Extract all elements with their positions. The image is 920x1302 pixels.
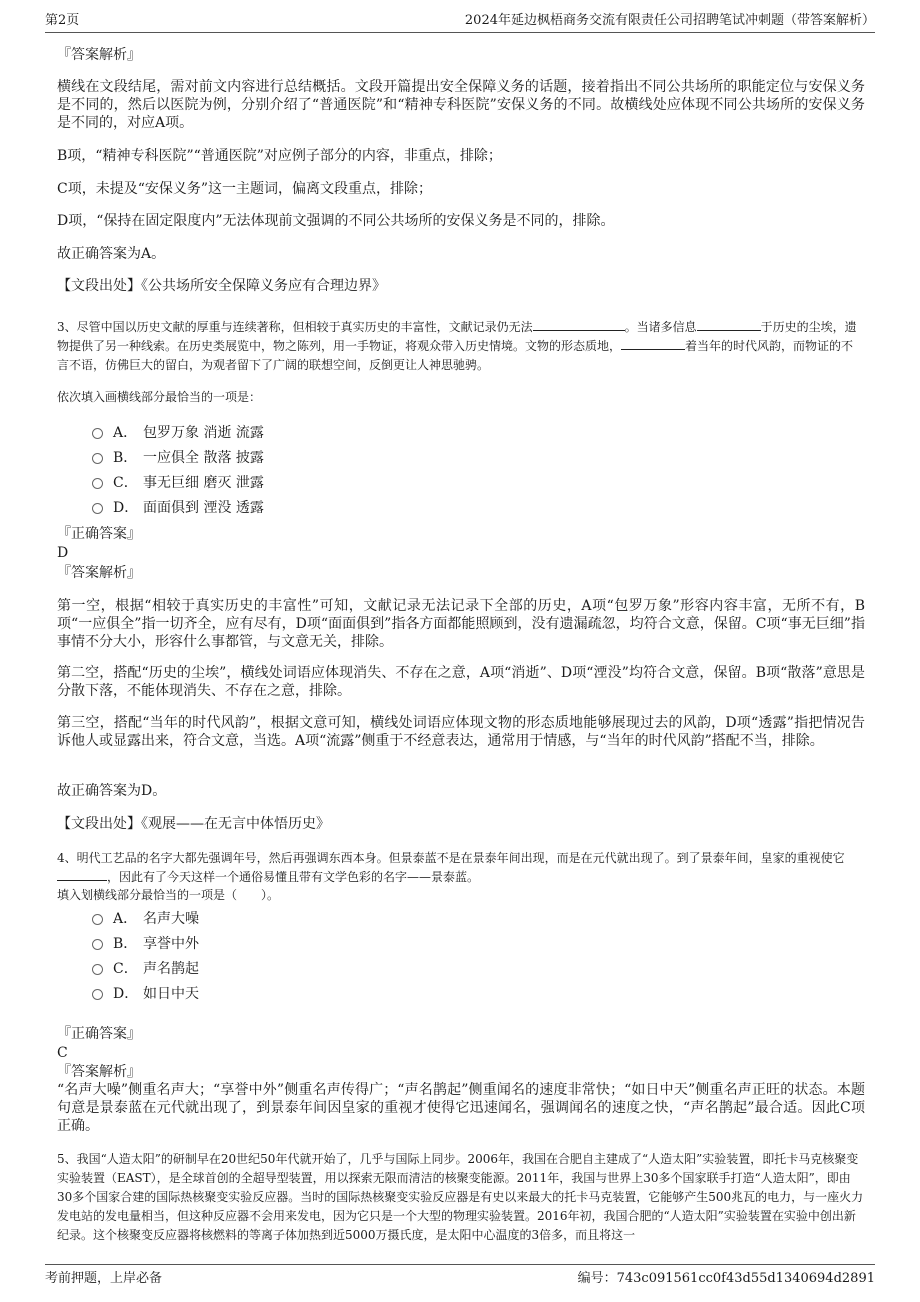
analysis-label: 『答案解析』: [57, 1064, 141, 1080]
radio-icon[interactable]: [92, 428, 103, 439]
answer-label: 『正确答案』: [57, 526, 141, 542]
radio-icon[interactable]: [92, 914, 103, 925]
fill-blank-3: [621, 337, 685, 350]
conclusion: 故正确答案为D。: [57, 783, 167, 799]
page-header: [45, 10, 875, 33]
analysis-paragraph: “名声大噪”侧重名声大；“享誉中外”侧重名声传得广；“声名鹊起”侧重闻名的速度非常快；“如日中天”侧重名声正旺的状态。本题句意是景泰蓝在元代就出现了，到景泰年间因皇家的重视才使得它迅速闻名，强调闻名的速度之快，“声名鹊起”最合适。因此C项正确。: [57, 1082, 865, 1134]
option-c[interactable]: C． 事无巨细 磨灭 泄露: [92, 473, 264, 493]
radio-icon[interactable]: [92, 989, 103, 1000]
analysis-option-b: B项，“精神专科医院”“普通医院”对应例子部分的内容，非重点，排除；: [57, 148, 502, 164]
source-citation: 【文段出处】《公共场所安全保障义务应有合理边界》: [57, 278, 386, 294]
radio-icon[interactable]: [92, 503, 103, 514]
radio-icon[interactable]: [92, 964, 103, 975]
document-id: 编号：743c091561cc0f43d55d1340694d2891: [577, 1271, 875, 1286]
radio-icon[interactable]: [92, 453, 103, 464]
analysis-paragraph: 横线在文段结尾，需对前文内容进行总结概括。文段开篇提出安全保障义务的话题，接着指出不同公共场所的职能定位与安保义务是不同的，然后以医院为例，分别介绍了“普通医院”和“精神专科医院”安保义务的不同。故横线处应体现不同公共场所的安保义务是不同的，对应A项。: [57, 79, 865, 131]
footer-slogan: 考前押题，上岸必备: [45, 1271, 163, 1286]
analysis-paragraph-1: 第一空，根据“相较于真实历史的丰富性”可知，文献记录无法记录下全部的历史，A项“包罗万象”形容内容丰富，无所不有，B项“一应俱全”指一切齐全，应有尽有，D项“面面俱到”指各方面都能照顾到，没有遗漏疏忽，均符合文意，保留。C项“事无巨细”指事情不分大小，形容什么事都管，与文意无关，排除。: [57, 598, 865, 650]
answer-label: 『正确答案』: [57, 1026, 141, 1042]
analysis-option-d: D项，“保持在固定限度内”无法体现前文强调的不同公共场所的安保义务是不同的，排除。: [57, 213, 615, 229]
source-citation: 【文段出处】《观展——在无言中体悟历史》: [57, 816, 330, 832]
document-title: 2024年延边枫梧商务交流有限责任公司招聘笔试冲刺题（带答案解析）: [464, 13, 875, 28]
page-footer: [45, 1264, 875, 1291]
fill-blank-1: [533, 318, 625, 331]
option-b[interactable]: B． 享誉中外: [92, 934, 199, 954]
question-4-stem: 4、明代工艺品的名字大都先强调年号，然后再强调东西本身。但景泰蓝不是在景泰年间出现，而是在元代就出现了。到了景泰年间，皇家的重视使它，因此有了今天这样一个通俗易懂且带有文学色彩的名字——景泰蓝。: [57, 851, 845, 884]
correct-answer: D: [57, 545, 69, 561]
question-3-stem: 3、尽管中国以历史文献的厚重与连续著称，但相较于真实历史的丰富性，文献记录仍无法 。当诸多信息 于历史的尘埃，遗物提供了另一种线索。在历史类展览中，物之陈列，用一手物证，将观众带入历史情境。文物的形态质地， 着当年的时代风韵，而物证的不言不语，仿佛巨大的留白，为观者留下了广阔的联想空间，反倒更让人神思驰骋。: [57, 320, 857, 372]
question-3-prompt: 依次填入画横线部分最恰当的一项是：: [57, 390, 262, 404]
option-a[interactable]: A． 包罗万象 消逝 流露: [92, 423, 264, 443]
option-d[interactable]: D． 面面俱到 湮没 透露: [92, 498, 264, 518]
correct-answer: C: [57, 1045, 68, 1061]
option-b[interactable]: B． 一应俱全 散落 披露: [92, 448, 264, 468]
page-number: 第2页: [45, 13, 80, 28]
question-4-prompt: 填入划横线部分最恰当的一项是（ ）。: [57, 888, 280, 902]
option-d[interactable]: D． 如日中天: [92, 984, 199, 1004]
analysis-label: 『答案解析』: [57, 47, 141, 63]
conclusion: 故正确答案为A。: [57, 246, 166, 262]
fill-blank-2: [697, 318, 761, 331]
analysis-option-c: C项，未提及“安保义务”这一主题词，偏离文段重点，排除；: [57, 181, 433, 197]
analysis-paragraph-3: 第三空，搭配“当年的时代风韵”，根据文意可知，横线处词语应体现文物的形态质地能够展现过去的风韵，D项“透露”指把情况告诉他人或显露出来，符合文意，当选。A项“流露”侧重于不经意表达，通常用于情感，与“当年的时代风韵”搭配不当，排除。: [57, 715, 865, 749]
option-c[interactable]: C． 声名鹊起: [92, 959, 199, 979]
question-5-stem: 5、我国“人造太阳”的研制早在20世纪50年代就开始了，几乎与国际上同步。2006年，我国在合肥自主建成了“人造太阳”实验装置，即托卡马克核聚变实验装置（EAST），是全球首创的全超导型装置，用以探索无限而清洁的核聚变能源。2011年，我国与世界上30多个国家联手打造“人造太阳”，即由30多个国家合建的国际热核聚变实验反应器。当时的国际热核聚变实验反应器是有史以来最大的托卡马克装置，它能够产生500兆瓦的电力，与一座火力发电站的发电量相当，但这种反应器不会用来发电，因为它只是一个大型的物理实验装置。2016年初，我国合肥的“人造太阳”实验装置在实验中创出新纪录。这个核聚变反应器将核燃料的等离子体加热到近5000万摄氏度，是太阳中心温度的3倍多，而且将这一: [57, 1152, 864, 1242]
fill-blank: [57, 868, 107, 881]
analysis-paragraph-2: 第二空，搭配“历史的尘埃”，横线处词语应体现消失、不存在之意，A项“消逝”、D项“湮没”均符合文意，保留。B项“散落”意思是分散下落，不能体现消失、不存在之意，排除。: [57, 665, 865, 699]
option-a[interactable]: A． 名声大噪: [92, 909, 199, 929]
radio-icon[interactable]: [92, 478, 103, 489]
radio-icon[interactable]: [92, 939, 103, 950]
analysis-label: 『答案解析』: [57, 565, 141, 581]
